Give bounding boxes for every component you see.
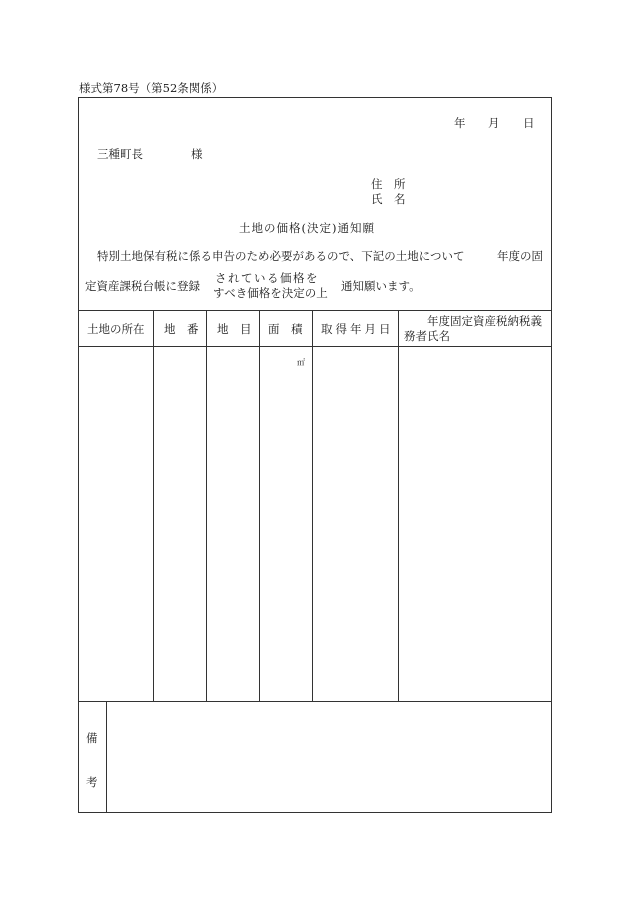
option-price-to-decide: すべき価格を決定の上 [213,286,328,300]
remarks-label-char-2: 考 [86,775,98,789]
remarks-label-char-1: 備 [86,731,98,745]
taxpayer-name-cell[interactable] [399,347,550,700]
table-top-border [79,310,551,311]
form-frame [78,97,552,813]
body-line-1: 特別土地保有税に係る申告のため必要があるので、下記の土地について [97,249,465,263]
header-land-category: 地 目 [217,322,252,336]
area-cell[interactable] [260,347,311,700]
form-number: 様式第78号（第52条関係） [79,81,224,95]
header-acquisition-date: 取得年月日 [321,322,394,336]
land-category-cell[interactable] [207,347,258,700]
body-line-2-prefix: 定資産課税台帳に登録 [85,279,200,293]
date-month-label: 月 [488,116,500,130]
form-title: 土地の価格(決定)通知願 [239,221,375,235]
date-day-label: 日 [523,116,535,130]
lot-number-cell[interactable] [154,347,205,700]
addressee-name: 三種町長 [97,147,143,161]
acquisition-date-cell[interactable] [313,347,397,700]
addressee-honorific: 様 [191,147,203,161]
remarks-label-divider [106,701,107,813]
option-registered-price: されている価格を [215,271,319,285]
body-line-2-suffix: 通知願います。 [341,279,421,293]
body-line-1-suffix: 年度の固 [497,249,543,263]
area-unit: ㎡ [297,358,305,367]
location-cell[interactable] [80,347,152,700]
header-area: 面 積 [268,322,303,336]
header-lot-number: 地 番 [164,322,199,336]
header-taxpayer-line-1: 年度固定資産税納税義 [427,314,542,328]
remarks-field[interactable] [108,702,550,812]
date-year-label: 年 [454,116,466,130]
applicant-address-label: 住 所 [371,177,406,191]
applicant-name-label: 氏 名 [371,192,406,206]
header-location: 土地の所在 [87,322,145,336]
header-taxpayer-line-2: 務者氏名 [404,329,450,343]
